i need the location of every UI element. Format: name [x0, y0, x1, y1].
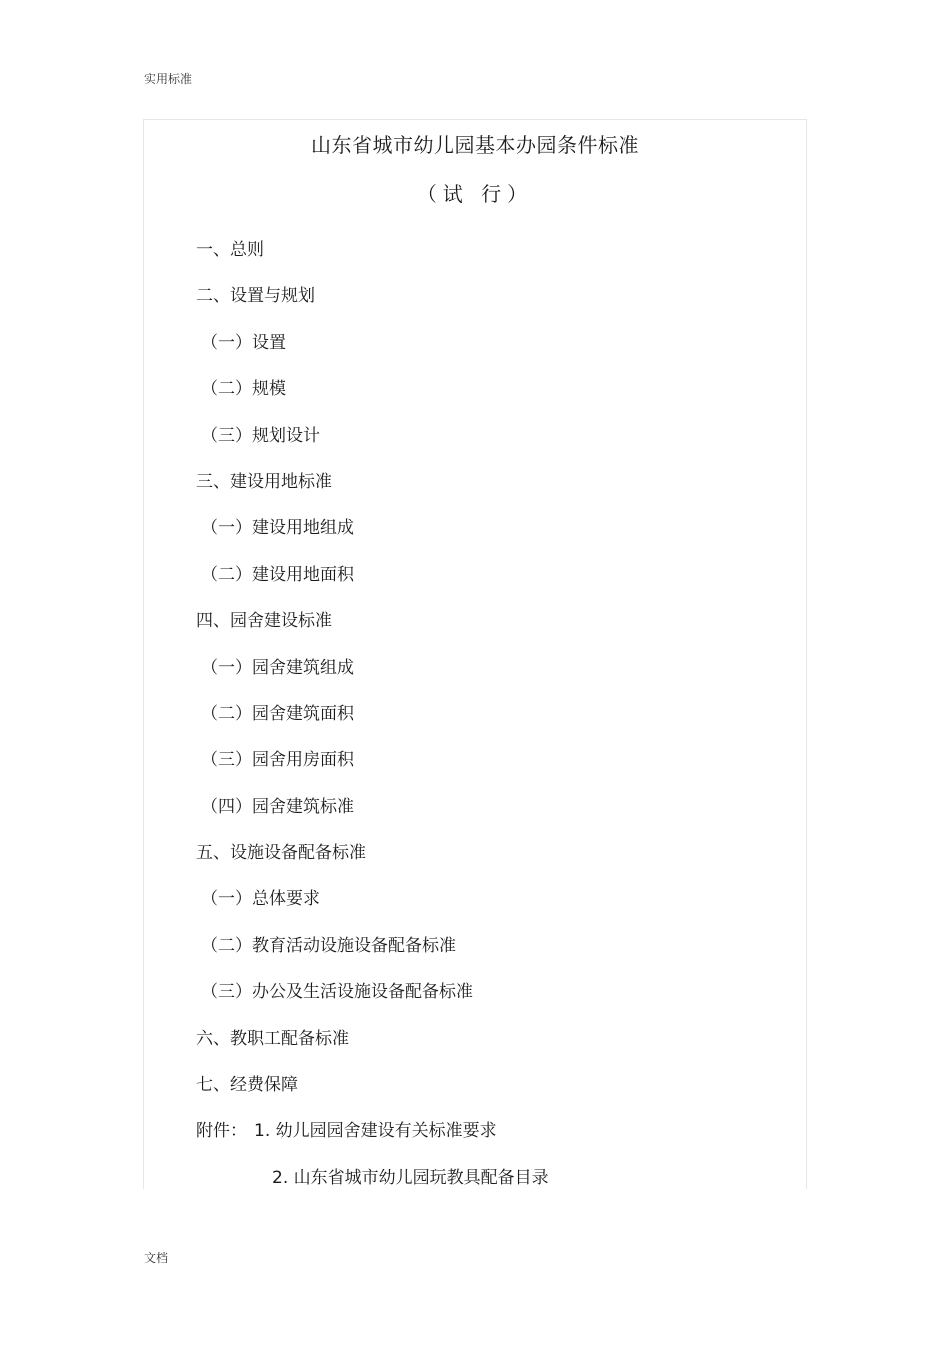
toc-item: 六、教职工配备标准: [196, 1028, 349, 1049]
toc-subitem: （三）规划设计: [201, 425, 320, 446]
toc-subitem: （一）园舍建筑组成: [201, 657, 354, 678]
attachment-label: 附件：: [196, 1121, 247, 1142]
toc-subitem: （一）设置: [201, 332, 286, 353]
attachment-line: [196, 1166, 549, 1212]
document-title: 山东省城市幼儿园基本办园条件标准: [311, 133, 639, 157]
toc-item: 二、设置与规划: [196, 286, 315, 307]
toc-subitem: （二）建设用地面积: [201, 564, 354, 585]
toc-subitem: （一）总体要求: [201, 889, 320, 910]
document-body: [143, 119, 807, 1189]
toc-item: 五、设施设备配备标准: [196, 843, 366, 864]
toc-subitem: （一）建设用地组成: [201, 518, 354, 539]
toc-item: 七、经费保障: [196, 1075, 298, 1096]
attachment-item: 1. 幼儿园园舍建设有关标准要求: [254, 1121, 497, 1142]
toc-subitem: （二）园舍建筑面积: [201, 703, 354, 724]
toc-item: 四、园舍建设标准: [196, 611, 332, 632]
table-of-contents: [196, 238, 549, 1212]
toc-subitem: （三）园舍用房面积: [201, 750, 354, 771]
page-header-label: 实用标准: [144, 72, 193, 86]
toc-item: 一、总则: [196, 240, 264, 260]
attachment-item: 2. 山东省城市幼儿园玩教具配备目录: [272, 1167, 549, 1188]
toc-subitem: （二）教育活动设施设备配备标准: [201, 935, 456, 956]
attachment-line: [196, 1119, 549, 1165]
toc-item: 三、建设用地标准: [196, 471, 332, 492]
toc-subitem: （三）办公及生活设施设备配备标准: [201, 982, 473, 1003]
page-footer-label: 文档: [144, 1251, 169, 1265]
toc-subitem: （四）园舍建筑标准: [201, 796, 354, 817]
toc-subitem: （二）规模: [201, 379, 286, 400]
document-subtitle: （试 行）: [416, 182, 534, 206]
